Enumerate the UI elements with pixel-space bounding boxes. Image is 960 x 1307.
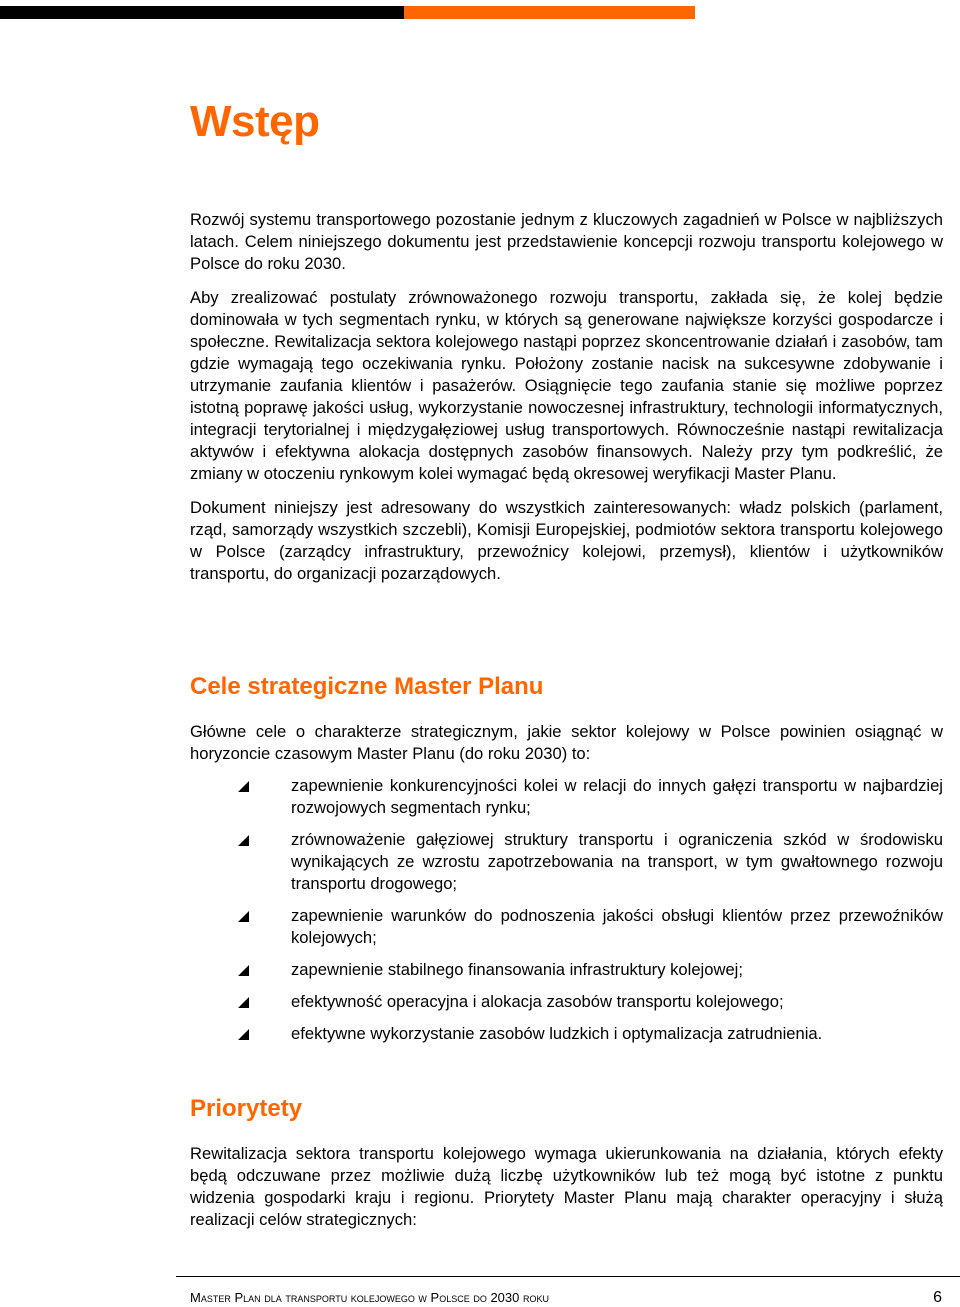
triangle-bullet-icon [238, 997, 249, 1008]
section-heading-priorytety: Priorytety [190, 1095, 303, 1122]
priorytety-paragraph: Rewitalizacja sektora transportu kolejowego wymaga ukierunkowania na działania, których efekty będą odczuwane przez możliwie dużą liczbę użytkowników lub też mogą być istotne z punktu widzenia gospodarki kraju i regionu. Priorytety Master Planu mają charakter operacyjny i służą realizacji celów strategicznych: [190, 1144, 943, 1229]
page-title: Wstęp [190, 97, 320, 146]
triangle-bullet-icon [238, 1029, 249, 1040]
footer-divider [176, 1276, 960, 1277]
header-bar-orange [404, 6, 695, 19]
header-bar-black [0, 6, 404, 19]
goals-list [238, 775, 943, 1055]
triangle-bullet-icon [238, 965, 249, 976]
goal-text: zrównoważenie gałęziowej struktury transportu i ograniczenia szkód w środowisku wynikających ze wzrostu zapotrzebowania na transport, w tym gwałtownego rozwoju transportu drogowego; [291, 830, 943, 893]
intro-paragraph-2: Aby zrealizować postulaty zrównoważonego rozwoju transportu, zakłada się, że kolej będzie dominowała w tych segmentach rynku, w których są generowane największe korzyści gospodarcze i społeczne. Rewitalizacja sektora kolejowego nastąpi poprzez skoncentrowanie działań i zasobów, tam gdzie wymagają tego oczekiwania rynku. Położony zostanie nacisk na sukcesywne zdobywanie i utrzymanie zaufania klientów i pasażerów. Osiągnięcie tego zaufania stanie się możliwe poprzez istotną poprawę jakości usług, wykorzystanie nowoczesnej infrastruktury, technologii informatycznych, integracji terytorialnej i międzygałęziowej usług transportowych. Równocześnie nastąpi rewitalizacja aktywów i efektywna alokacja dostępnych zasobów finansowych. Należy przy tym podkreślić, że zmiany w otoczeniu rynkowym kolei wymagać będą okresowej weryfikacji Master Planu. [190, 288, 943, 483]
list-item [238, 829, 943, 895]
goal-text: efektywność operacyjna i alokacja zasobów transportu kolejowego; [291, 992, 784, 1011]
goal-text: zapewnienie konkurencyjności kolei w relacji do innych gałęzi transportu w najbardziej rozwojowych segmentach rynku; [291, 776, 943, 817]
cele-intro-paragraph: Główne cele o charakterze strategicznym, jakie sektor kolejowy w Polsce powinien osiągnąć w horyzoncie czasowym Master Planu (do roku 2030) to: [190, 722, 943, 763]
section-heading-cele: Cele strategiczne Master Planu [190, 673, 544, 700]
list-item [238, 775, 943, 819]
triangle-bullet-icon [238, 835, 249, 846]
goal-text: zapewnienie warunków do podnoszenia jakości obsługi klientów przez przewoźników kolejowych; [291, 906, 943, 947]
footer-title: Master Plan dla transportu kolejowego w Polsce do 2030 roku [190, 1290, 549, 1305]
list-item [238, 1023, 943, 1045]
intro-section [190, 209, 943, 585]
triangle-bullet-icon [238, 781, 249, 792]
list-item [238, 991, 943, 1013]
goal-text: efektywne wykorzystanie zasobów ludzkich i optymalizacja zatrudnienia. [291, 1024, 823, 1043]
intro-paragraph-1: Rozwój systemu transportowego pozostanie jednym z kluczowych zagadnień w Polsce w najbliższych latach. Celem niniejszego dokumentu jest przedstawienie koncepcji rozwoju transportu kolejowego w Polsce do roku 2030. [190, 210, 943, 273]
list-item [238, 905, 943, 949]
list-item [238, 959, 943, 981]
goal-text: zapewnienie stabilnego finansowania infrastruktury kolejowej; [291, 960, 743, 979]
page-number: 6 [933, 1289, 942, 1306]
intro-paragraph-3: Dokument niniejszy jest adresowany do wszystkich zainteresowanych: władz polskich (parlament, rząd, samorządy wszystkich szczebli), Komisji Europejskiej, podmiotów sektora transportu kolejowego w Polsce (zarządcy infrastruktury, przewoźnicy kolejowi, przemysł), klientów i użytkowników transportu, do organizacji pozarządowych. [190, 498, 943, 583]
triangle-bullet-icon [238, 911, 249, 922]
